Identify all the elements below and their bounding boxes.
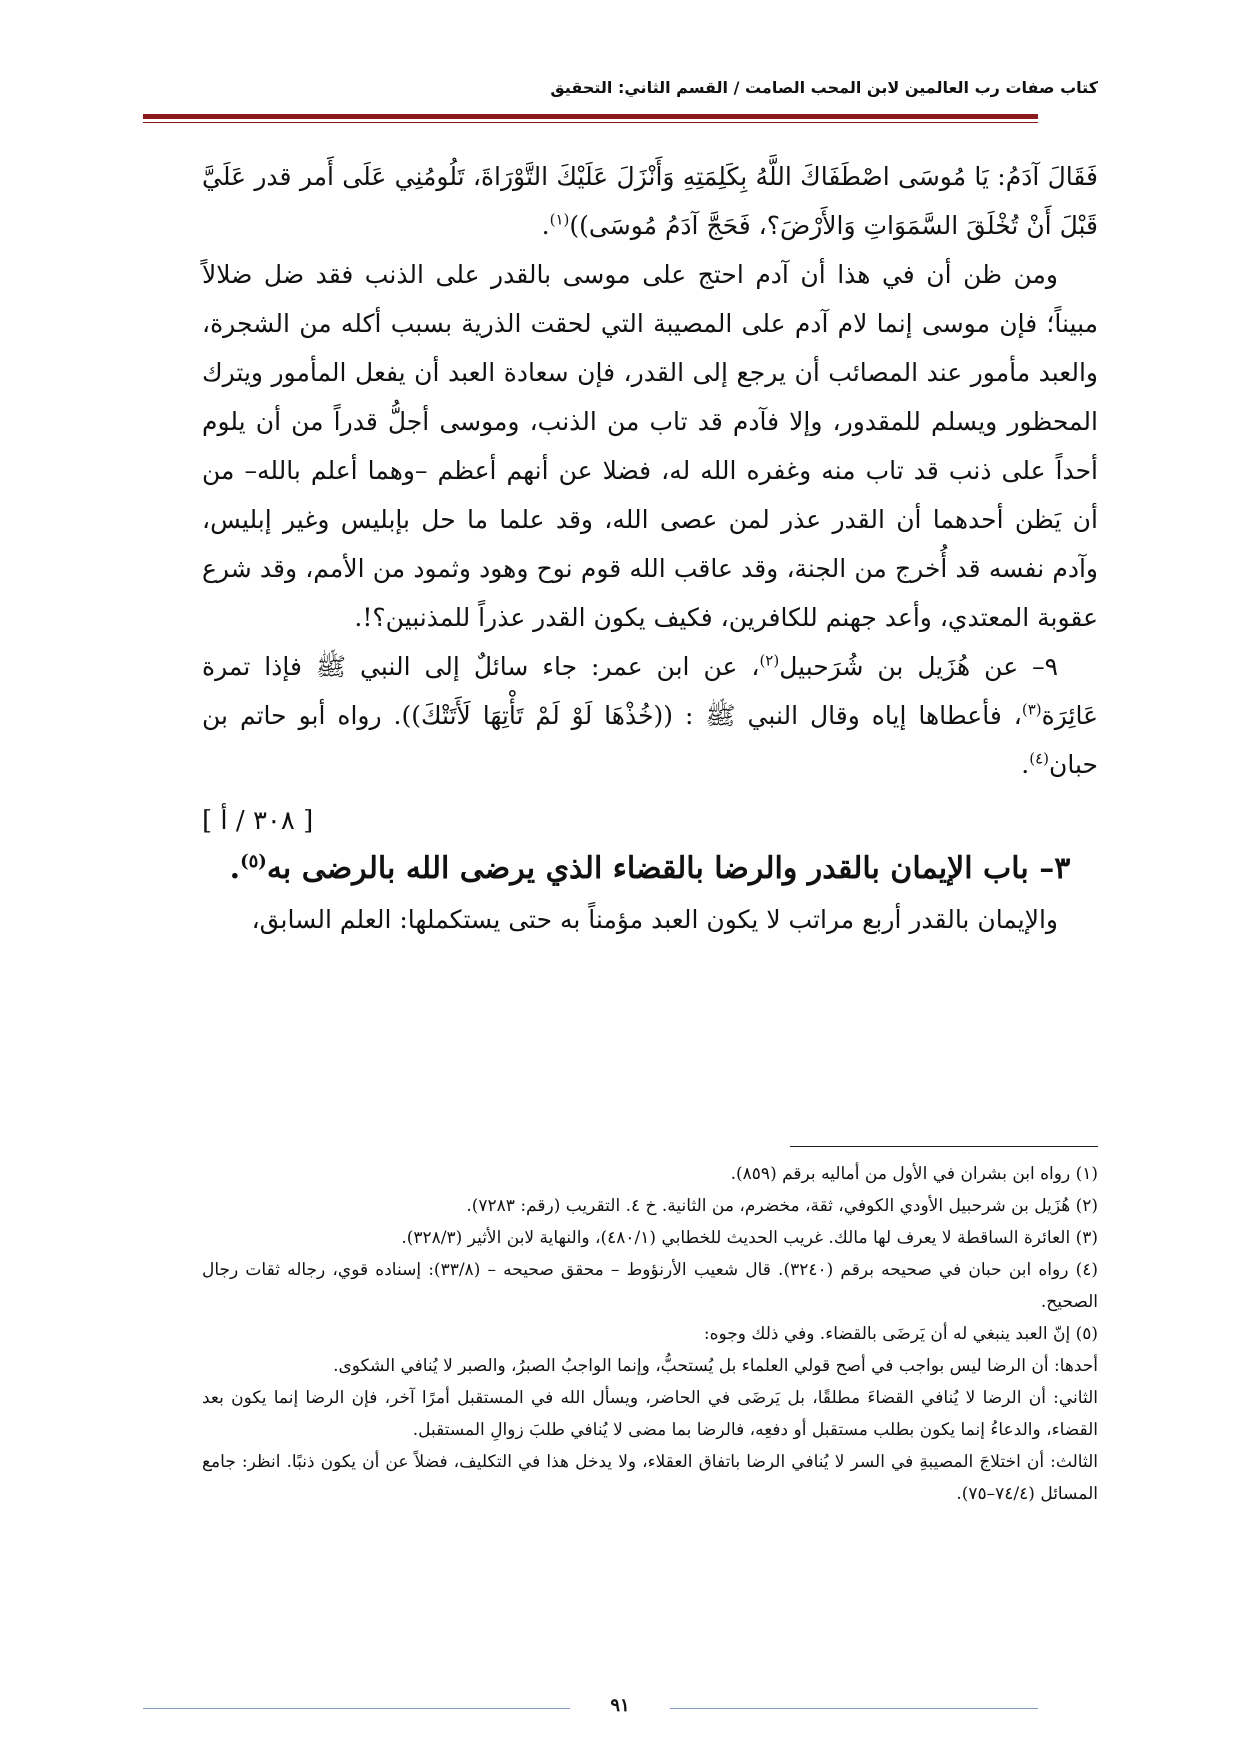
footnote-separator	[790, 1146, 1098, 1147]
footnote-5: (٥) إنّ العبد ينبغي له أن يَرضَى بالقضاء. وفي ذلك وجوه:	[703, 1324, 1098, 1344]
footnote-1: (١) رواه ابن بشران في الأول من أماليه برقم (٨٥٩).	[730, 1164, 1098, 1184]
paragraph-hadith-9: ٩– عن هُزَيل بن شُرَحبيل$^{(٢)}$، عن ابن عمر: جاء سائلٌ إلى النبي ﷺ فإذا تمرة عَائِرَة$^{(٣)}$، فأعطاها إياه وقال النبي ﷺ : ((خُذْهَا لَوْ لَمْ تَأْتِهَا لَأَتَتْكَ)). رواه أبو حاتم بن حبان$^{(٤)}$.	[202, 651, 1098, 779]
footnotes	[202, 1158, 1098, 1510]
footnote-2: (٢) هُزَيل بن شرحبيل الأودي الكوفي، ثقة، مخضرم، من الثانية. خ ٤. التقريب (رقم: ٧٢٨٣).	[466, 1196, 1098, 1216]
footnote-ref-5[interactable]: (٥)	[240, 851, 267, 872]
paragraph-hadith-end: فَقَالَ آدَمُ: يَا مُوسَى اصْطَفَاكَ اللَّهُ بِكَلِمَتِهِ وَأَنْزَلَ عَلَيْكَ التَّوْرَاةَ، تَلُومُنِي عَلَى أَمر قدر عَلَيَّ قَبْلَ أَنْ تُخْلَقَ السَّمَوَاتِ وَالأَرْضَ؟، فَحَجَّ آدَمُ مُوسَى))$^{(١)}$.	[202, 162, 1098, 240]
footnote-5-point-2: الثاني: أن الرضا لا يُنافي القضاءَ مطلقًا، بل يَرضَى في الحاضر، ويسأل الله في المستقبل أمرًا آخر، فإن الرضا إنما يكون بعد القضاء، والدعاءُ إنما يكون بطلب مستقبل أو دفعِه، فالرضا بما مضى لا يُنافي طلبَ زوالِ المستقبل.	[202, 1388, 1098, 1440]
running-header: كتاب صفات رب العالمين لابن المحب الصامت / القسم الثاني: التحقيق	[550, 78, 1098, 97]
header-rule-thin	[143, 122, 1038, 123]
footnote-ref-2[interactable]: (٢)	[759, 651, 780, 670]
header-rule-thick	[143, 114, 1038, 119]
paragraph-iman-bil-qadar: والإيمان بالقدر أربع مراتب لا يكون العبد مؤمناً به حتى يستكملها: العلم السابق،	[251, 905, 1058, 934]
footnote-4: (٤) رواه ابن حبان في صحيحه برقم (٣٢٤٠). قال شعيب الأرنؤوط – محقق صحيحه – (٣٣/٨): إسناده قوي، رجاله ثقات رجال الصحيح.	[202, 1260, 1098, 1312]
footnote-ref-3[interactable]: (٣)	[1021, 700, 1042, 719]
footnote-3: (٣) العائرة الساقطة لا يعرف لها مالك. غريب الحديث للخطابي (٤٨٠/١)، والنهاية لابن الأثير (٣٢٨/٣).	[401, 1228, 1098, 1248]
main-text	[202, 152, 1098, 944]
chapter-heading: ٣– باب الإيمان بالقدر والرضا بالقضاء الذي يرضى الله بالرضى به$^{(٥)}$.	[229, 851, 1071, 886]
footnote-5-point-1: أحدها: أن الرضا ليس بواجب في أصح قولي العلماء بل يُستحبُّ، وإنما الواجبُ الصبرُ، والصبر لا يُنافي الشكوى.	[333, 1356, 1098, 1376]
manuscript-folio-marker: [ ٣٠٨ / أ ]	[202, 806, 314, 836]
footnote-5-point-3: الثالث: أن اختلاجَ المصيبةِ في السر لا يُنافي الرضا باتفاق العقلاء، ولا يدخل هذا في التكليف، فضلاً عن أن يكون ذنبًا. انظر: جامع المسائل (٧٤/٤–٧٥).	[202, 1452, 1098, 1504]
paragraph-commentary: ومن ظن أن في هذا أن آدم احتج على موسى بالقدر على الذنب فقد ضل ضلالاً مبيناً؛ فإن موسى إنما لام آدم على المصيبة التي لحقت الذرية بسبب أكله من الشجرة، والعبد مأمور عند المصائب أن يرجع إلى القدر، فإن سعادة العبد أن يفعل المأمور ويترك المحظور ويسلم للمقدور، وإلا فآدم قد تاب من الذنب، وموسى أجلُّ قدراً من أن يلوم أحداً على ذنب قد تاب منه وغفره الله له، فضلا عن أنهم أعظم –وهما أعلم بالله– من أن يَظن أحدهما أن القدر عذر لمن عصى الله، وقد علما ما حل بإبليس وغير إبليس، وآدم نفسه قد أُخرج من الجنة، وقد عاقب الله قوم نوح وهود وثمود من الأمم، وقد شرع عقوبة المعتدي، وأعد جهنم للكافرين، فكيف يكون القدر عذراً للمذنبين؟!.	[202, 260, 1098, 632]
footnote-ref-4[interactable]: (٤)	[1029, 749, 1050, 768]
footnote-ref-1[interactable]: (١)	[549, 210, 570, 229]
page-number: ٩١	[570, 1692, 670, 1720]
